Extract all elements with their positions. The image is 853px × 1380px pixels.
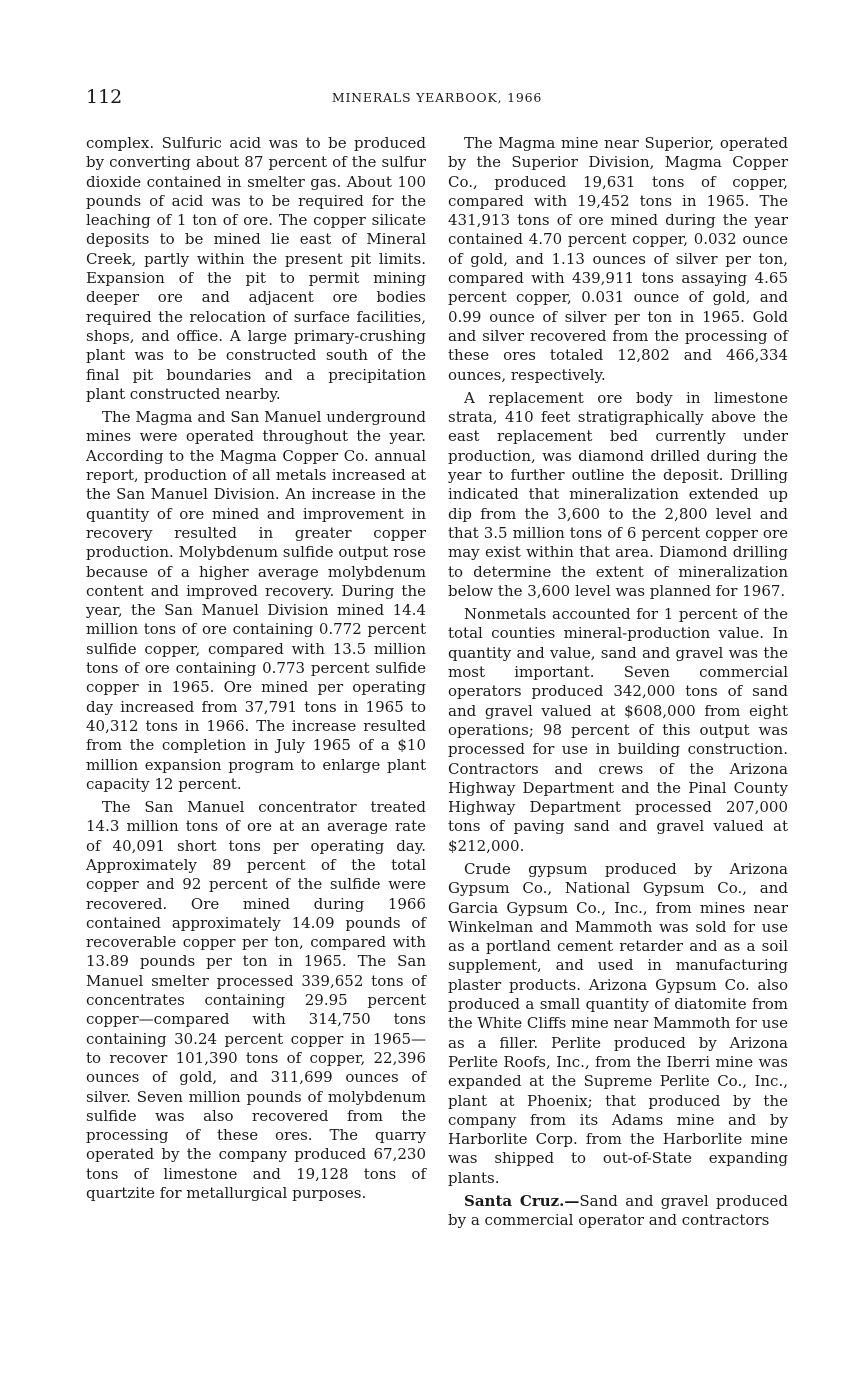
section-heading: Santa Cruz.— <box>464 1192 580 1211</box>
page-header <box>86 86 788 116</box>
section-text: Sand and gravel produced by a commercial operator and contractors <box>448 1192 788 1230</box>
paragraph: complex. Sulfuric acid was to be produced by converting about 87 percent of the sulfur dioxide contained in smelter gas. About 100 pounds of acid was to be required for the leaching of 1 ton of ore. The copper silicate deposits to be mined lie east of Mineral Creek, partly within the present pit limits. Expansion of the pit to permit mining deeper ore and adjacent ore bodies required the relocation of surface facilities, shops, and office. A large primary-crushing plant was to be constructed south of the final pit boundaries and a precipitation plant constructed nearby. <box>86 134 426 403</box>
paragraph: Crude gypsum produced by Arizona Gypsum Co., National Gypsum Co., and Garcia Gypsum Co., Inc., from mines near Winkelman and Mammoth was sold for use as a portland cement retarder and as a soil supplement, and used in manufacturing plaster products. Arizona Gypsum Co. also produced a small quantity of diatomite from the White Cliffs mine near Mammoth for use as a filler. Perlite produced by Arizona Perlite Roofs, Inc., from the Iberri mine was expanded at the Supreme Perlite Co., Inc., plant at Phoenix; that produced by the company from its Adams mine and by Harborlite Corp. from the Harborlite mine was shipped to out-of-State expanding plants. <box>448 859 788 1187</box>
paragraph: Nonmetals accounted for 1 percent of the total counties mineral-production value. In quantity and value, sand and gravel was the most important. Seven commercial operators produced 342,000 tons of sand and gravel valued at $608,000 from eight operations; 98 percent of this output was processed for use in building construction. Contractors and crews of the Arizona Highway Department and the Pinal County Highway Department processed 207,000 tons of paving sand and gravel valued at $212,000. <box>448 605 788 855</box>
paragraph: The Magma and San Manuel underground mines were operated throughout the year. According to the Magma Copper Co. annual report, production of all metals increased at the San Manuel Division. An increase in the quantity of ore mined and improvement in recovery resulted in greater copper production. Molybdenum sulfide output rose because of a higher average molybdenum content and improved recovery. During the year, the San Manuel Division mined 14.4 million tons of ore containing 0.772 percent sulfide copper, compared with 13.5 million tons of ore containing 0.773 percent sulfide copper in 1965. Ore mined per operating day increased from 37,791 tons in 1965 to 40,312 tons in 1966. The increase resulted from the completion in July 1965 of a $10 million expansion program to enlarge plant capacity 12 percent. <box>86 408 426 793</box>
page-number: 112 <box>86 86 123 108</box>
paragraph: The San Manuel concentrator treated 14.3 million tons of ore at an average rate of 40,091 short tons per operating day. Approximately 89 percent of the total copper and 92 percent of the sulfide were recovered. Ore mined during 1966 contained approximately 14.09 pounds of recoverable copper per ton, compared with 13.89 pounds per ton in 1965. The San Manuel smelter processed 339,652 tons of concentrates containing 29.95 percent copper—compared with 314,750 tons containing 30.24 percent copper in 1965—to recover 101,390 tons of copper, 22,396 ounces of gold, and 311,699 ounces of silver. Seven million pounds of molybdenum sulfide was also recovered from the processing of these ores. The quarry operated by the company produced 67,230 tons of limestone and 19,128 tons of quartzite for metallurgical purposes. <box>86 798 426 1203</box>
paragraph: A replacement ore body in limestone strata, 410 feet stratigraphically above the east replacement bed currently under production, was diamond drilled during the year to further outline the deposit. Drilling indicated that mineralization extended up dip from the 3,600 to the 2,800 level and that 3.5 million tons of 6 percent copper ore may exist within that area. Diamond drilling to determine the extent of mineralization below the 3,600 level was planned for 1967. <box>448 388 788 600</box>
running-title: MINERALS YEARBOOK, 1966 <box>331 90 543 105</box>
right-column <box>448 134 788 1235</box>
section-paragraph <box>448 1192 788 1231</box>
paragraph: The Magma mine near Superior, operated by the Superior Division, Magma Copper Co., produced 19,631 tons of copper, compared with 19,452 tons in 1965. The 431,913 tons of ore mined during the year contained 4.70 percent copper, 0.032 ounce of gold, and 1.13 ounces of silver per ton, compared with 439,911 tons assaying 4.65 percent copper, 0.031 ounce of gold, and 0.99 ounce of silver per ton in 1965. Gold and silver recovered from the processing of these ores totaled 12,802 and 466,334 ounces, respectively. <box>448 134 788 384</box>
left-column <box>86 134 426 1207</box>
